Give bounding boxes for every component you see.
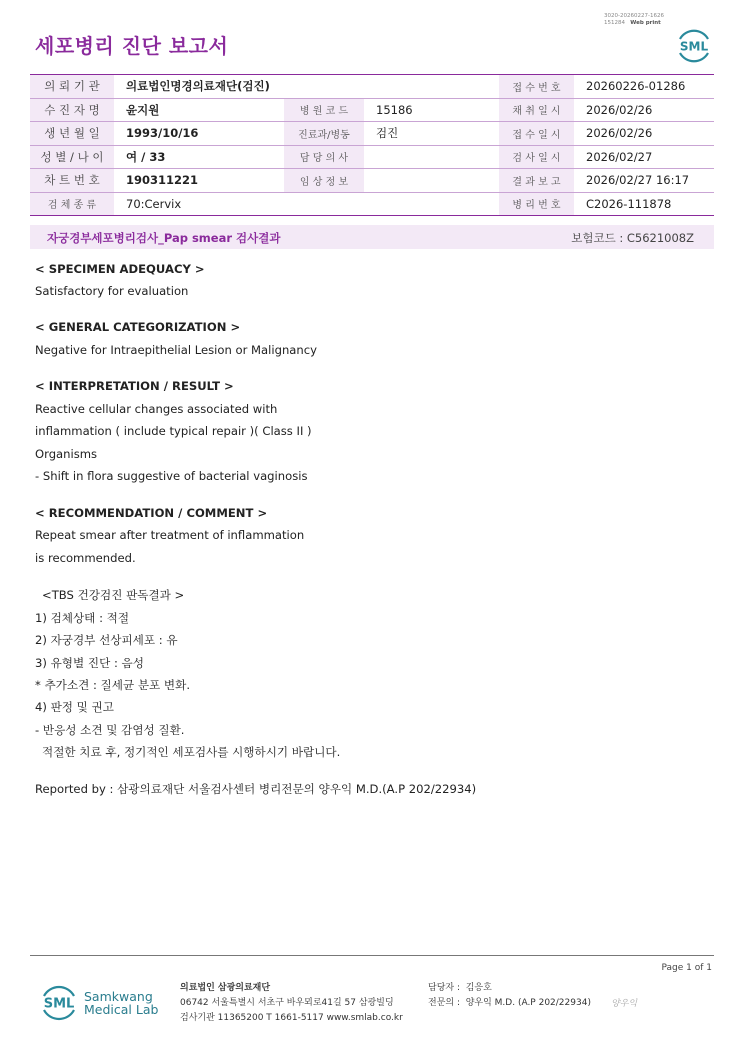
exam-section-bar bbox=[30, 225, 714, 249]
staff-label: 담당자 : bbox=[428, 983, 460, 993]
info-row bbox=[30, 192, 714, 216]
label-receipt-number: 접 수 번 호 bbox=[499, 75, 574, 99]
label-empty bbox=[284, 75, 364, 99]
web-print-code: 3020-20260227-1626 bbox=[604, 13, 664, 19]
value-hospital-code: 15186 bbox=[364, 98, 499, 122]
sml-logo-icon bbox=[674, 26, 714, 66]
label-collection-date: 채 취 일 시 bbox=[499, 98, 574, 122]
page-title: 세포병리 진단 보고서 bbox=[35, 34, 229, 58]
value-pathology-number: C2026-111878 bbox=[574, 192, 714, 216]
label-specimen-type: 검 체 종 류 bbox=[30, 192, 114, 216]
tbs-line: 2) 자궁경부 선상피세포 : 유 bbox=[35, 633, 178, 647]
label-receipt-date: 접 수 일 시 bbox=[499, 122, 574, 146]
footer-divider bbox=[30, 955, 714, 956]
value-collection-date: 2026/02/26 bbox=[574, 98, 714, 122]
org-contact: 검사기관 11365200 T 1661-5117 www.smlab.co.kr bbox=[180, 1013, 403, 1023]
company-logo-text bbox=[84, 990, 158, 1016]
info-row bbox=[30, 169, 714, 193]
value-specimen-type: 70:Cervix bbox=[114, 192, 284, 216]
label-patient-name: 수 진 자 명 bbox=[30, 98, 114, 122]
sml-logo-text: SML bbox=[679, 39, 709, 54]
info-row bbox=[30, 75, 714, 99]
interpretation-header: < INTERPRETATION / RESULT > bbox=[35, 379, 234, 393]
value-clinical-info bbox=[364, 169, 499, 193]
web-print-label: Web print bbox=[630, 20, 661, 26]
patient-info-table bbox=[30, 74, 714, 216]
value-test-date: 2026/02/27 bbox=[574, 145, 714, 169]
label-test-date: 검 사 일 시 bbox=[499, 145, 574, 169]
staff-name: 김응호 bbox=[465, 983, 492, 993]
tbs-header: <TBS 건강검진 판독결과 > bbox=[42, 588, 185, 602]
info-row bbox=[30, 122, 714, 146]
sml-logo-icon bbox=[38, 982, 80, 1024]
pathologist-signature: 양우익 bbox=[611, 999, 638, 1009]
value-result-report: 2026/02/27 16:17 bbox=[574, 169, 714, 193]
adequacy-text: Satisfactory for evaluation bbox=[35, 284, 189, 298]
info-row bbox=[30, 145, 714, 169]
label-clinical-info: 임 상 정 보 bbox=[284, 169, 364, 193]
value-requesting-institution: 의료법인명경의료재단(검진) bbox=[114, 75, 284, 99]
logo-line1: Samkwang bbox=[84, 989, 153, 1004]
value-physician bbox=[364, 145, 499, 169]
value-receipt-date: 2026/02/26 bbox=[574, 122, 714, 146]
recommendation-line: Repeat smear after treatment of inflammation bbox=[35, 528, 305, 542]
label-physician: 담 당 의 사 bbox=[284, 145, 364, 169]
recommendation-header: < RECOMMENDATION / COMMENT > bbox=[35, 506, 268, 520]
label-chart-number: 차 트 번 호 bbox=[30, 169, 114, 193]
label-result-report: 결 과 보 고 bbox=[499, 169, 574, 193]
label-hospital-code: 병 원 코 드 bbox=[284, 98, 364, 122]
adequacy-header: < SPECIMEN ADEQUACY > bbox=[35, 262, 205, 276]
value-receipt-number: 20260226-01286 bbox=[574, 75, 714, 99]
value-empty bbox=[364, 192, 499, 216]
interpretation-line: Organisms bbox=[35, 447, 98, 461]
page-number: Page 1 of 1 bbox=[661, 963, 712, 973]
staff-name: 양우익 M.D. (A.P 202/22934) bbox=[465, 998, 591, 1008]
label-birth-date: 생 년 월 일 bbox=[30, 122, 114, 146]
recommendation-line: is recommended. bbox=[35, 551, 136, 565]
footer-staff bbox=[428, 981, 591, 1011]
label-requesting-institution: 의 뢰 기 관 bbox=[30, 75, 114, 99]
label-sex-age: 성 별 / 나 이 bbox=[30, 145, 114, 169]
insurance-code: 보험코드 : C5621008Z bbox=[571, 231, 694, 245]
staff-label: 전문의 : bbox=[428, 998, 460, 1008]
interpretation-line: Reactive cellular changes associated with bbox=[35, 402, 278, 416]
value-sex-age: 여 / 33 bbox=[114, 145, 284, 169]
tbs-line: 3) 유형별 진단 : 음성 bbox=[35, 656, 144, 670]
reported-by: Reported by : 삼광의료재단 서울검사센터 병리전문의 양우익 M.D.(A.P 202/22934) bbox=[35, 782, 477, 796]
category-header: < GENERAL CATEGORIZATION > bbox=[35, 320, 241, 334]
value-patient-name: 윤지원 bbox=[114, 98, 284, 122]
logo-line2: Medical Lab bbox=[84, 1002, 159, 1017]
interpretation-line: - Shift in flora suggestive of bacterial vaginosis bbox=[35, 469, 308, 483]
footer-organization bbox=[180, 981, 403, 1026]
value-chart-number: 190311221 bbox=[114, 169, 284, 193]
value-empty bbox=[364, 75, 499, 99]
tbs-line: 1) 검체상태 : 적절 bbox=[35, 611, 130, 625]
label-empty bbox=[284, 192, 364, 216]
tbs-line: - 반응성 소견 및 감염성 질환. bbox=[35, 723, 185, 737]
org-name: 의료법인 삼광의료재단 bbox=[180, 983, 271, 993]
exam-name: 자궁경부세포병리검사_Pap smear 검사결과 bbox=[47, 231, 281, 245]
web-print-serial: 151284 bbox=[604, 20, 625, 26]
interpretation-line: inflammation ( include typical repair )( Class II ) bbox=[35, 424, 312, 438]
tbs-line: 적절한 치료 후, 정기적인 세포검사를 시행하시기 바랍니다. bbox=[42, 745, 341, 759]
label-department: 진료과/병동 bbox=[284, 122, 364, 146]
info-row bbox=[30, 98, 714, 122]
web-print-stamp bbox=[604, 13, 664, 27]
label-pathology-number: 병 리 번 호 bbox=[499, 192, 574, 216]
tbs-line: 4) 판정 및 권고 bbox=[35, 700, 114, 714]
value-department: 검진 bbox=[364, 122, 499, 146]
tbs-line: * 추가소견 : 질세균 분포 변화. bbox=[35, 678, 191, 692]
org-address: 06742 서울특별시 서초구 바우뫼로41길 57 삼광빌딩 bbox=[180, 998, 394, 1008]
sml-logo-text: SML bbox=[43, 996, 75, 1012]
value-birth-date: 1993/10/16 bbox=[114, 122, 284, 146]
category-text: Negative for Intraepithelial Lesion or Malignancy bbox=[35, 343, 317, 357]
